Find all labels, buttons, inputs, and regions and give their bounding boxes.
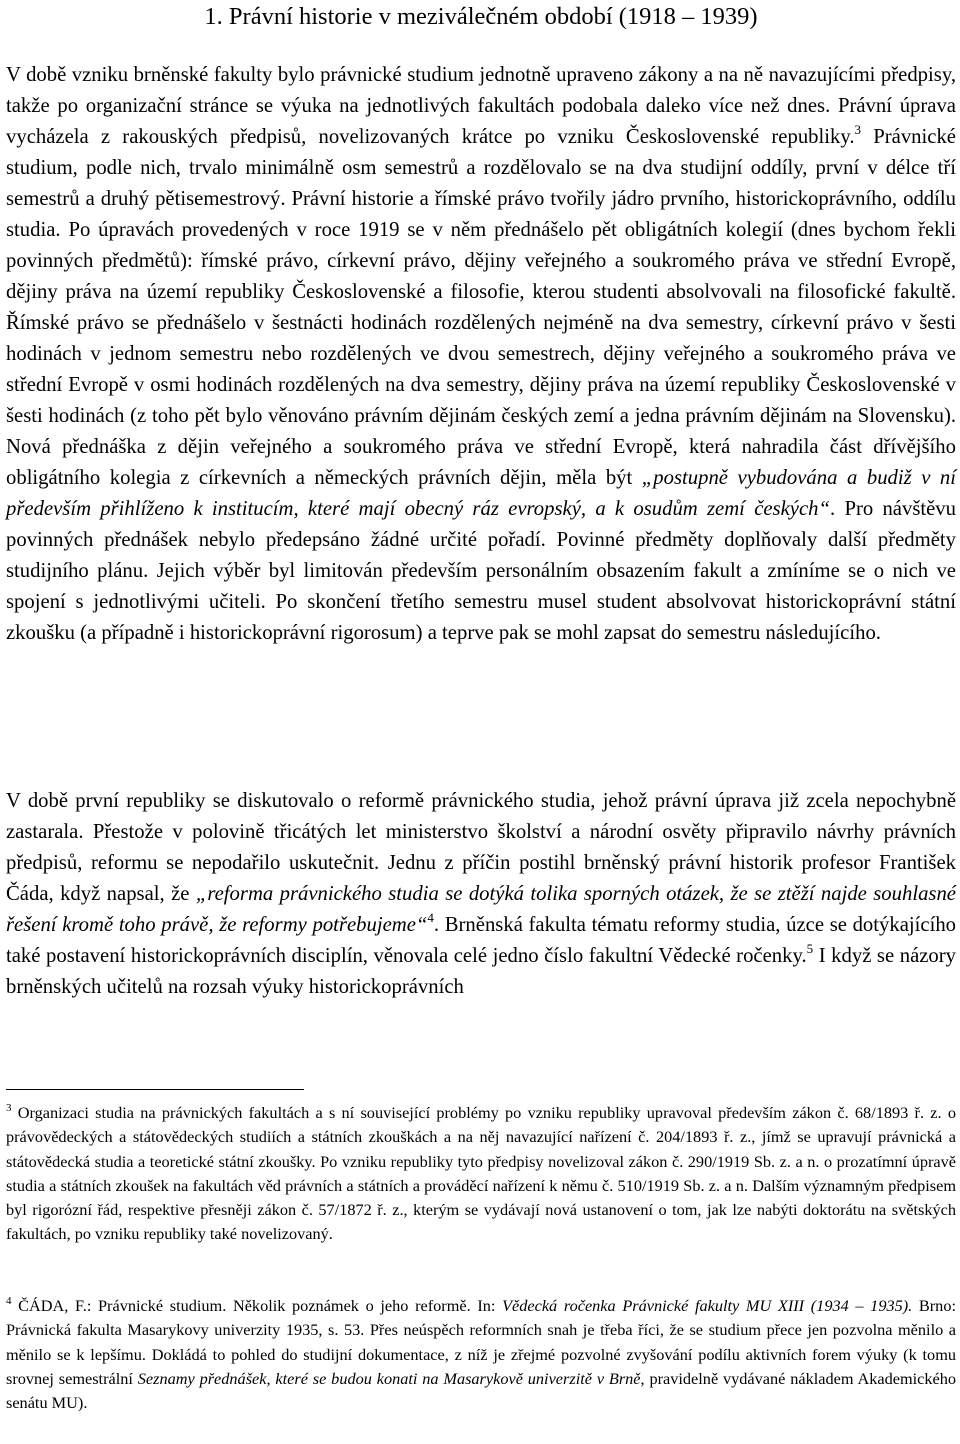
footnote-3 — [6, 1101, 956, 1247]
para1-quote: „postupně vybudována a budiž v ní především přihlíženo k institucím, které mají obecný ráz evropský, a k osudům zemí českých“ — [6, 467, 957, 520]
para2-text-b: . Brněnská fakulta tématu reformy studia, úzce se dotýkajícího také postavení historickoprávních disciplín, věnovala celé jedno číslo fakultní Vědecké ročenky. — [6, 914, 957, 967]
para2-text-a: V době první republiky se diskutovalo o reformě právnického studia, jehož právní úprava již zcela nepochybně zastarala. Přestože v polovině třicátých let ministerstvo školství a národní osvěty připravilo návrhy právních předpisů, reformu se nepodařilo uskutečnit. Jednu z příčin postihl brněnský právní historik profesor František Čáda, když napsal, že — [6, 790, 956, 905]
footnote-4-source-title: Seznamy přednášek, které se budou konati na Masarykově univerzitě v Brně — [137, 1368, 641, 1388]
footnote-4-citation-title: Vědecká ročenka Právnické fakulty MU XIII (1934 – 1935). — [502, 1296, 913, 1315]
footnote-number-4: 4 — [6, 1295, 12, 1307]
footnote-ref-3[interactable]: 3 — [854, 122, 862, 137]
footnote-4-text-c: , pravidelně vydávané nákladem Akademického senátu MU). — [6, 1368, 957, 1413]
footnote-separator — [6, 1089, 304, 1090]
document-page — [6, 0, 957, 1413]
footnote-4-text-b: Brno: Právnická fakulta Masarykovy univerzity 1935, s. 53. Přes neúspěch reformních snah je třeba říci, že se studium přece jen pozvolna měnilo a měnilo se k lepšímu. Dokládá to pohled do studijní dokumentace, z níž je zřejmé pozvolné zvyšování podílu aktivních forem výuky (k tomu srovnej semestrální — [6, 1296, 956, 1388]
para2-quote: „reforma právnického studia se dotýká tolika sporných otázek, že se ztěží najde souhlasné řešení kromě toho právě, že reformy potřebujeme“ — [6, 883, 956, 936]
footnote-ref-4[interactable]: 4 — [427, 910, 434, 925]
section-heading: 1. Právní historie v meziválečném období (1918 – 1939) — [204, 3, 758, 30]
body-paragraph-2 — [6, 786, 956, 1003]
footnote-number-3: 3 — [6, 1102, 12, 1114]
para2-text-c: I když se názory brněnských učitelů na rozsah výuky historickoprávních — [6, 945, 957, 998]
footnote-4 — [6, 1294, 956, 1415]
para1-text-a: V době vzniku brněnské fakulty bylo právnické studium jednotně upraveno zákony a na ně navazujícími předpisy, takže po organizační stránce se výuka na jednotlivých fakultách podobala daleko více než dnes. Právní úprava vycházela z rakouských předpisů, novelizovaných krátce po vzniku Československé republiky. — [6, 64, 956, 148]
footnote-3-text: Organizaci studia na právnických fakultách a s ní související problémy po vzniku republiky upravoval především zákon č. 68/1893 ř. z. o právovědeckých a státovědeckých studiích a státních zkouškách a na něj navazující nařízení č. 204/1893 ř. z., jímž se upravují právnická a státovědecká studia a teoretické státní zkoušky. Po vzniku republiky tyto předpisy novelizoval zákon č. 290/1919 Sb. z. a n. o prozatímní úpravě studia a státních zkoušek na fakultách věd právních a státních a prováděcí nařízení k němu č. 510/1919 Sb. z. a n. Dalším významným předpisem byl rigorózní řád, respektive přesněji zákon č. 57/1872 ř. z., kterým se vydávají nová ustanovení o tom, jak lze nabýti doktorátu na světských fakultách, po vzniku republiky také novelizovaný. — [6, 1103, 956, 1244]
body-paragraph-1 — [6, 60, 956, 649]
footnote-ref-5[interactable]: 5 — [806, 941, 814, 956]
para1-text-b: Právnické studium, podle nich, trvalo minimálně osm semestrů a rozdělovalo se na dva studijní oddíly, první v délce tří semestrů a druhý pětisemestrový. Právní historie a římské právo tvořily jádro prvního, historickoprávního, oddílu studia. Po úpravách provedených v roce 1919 se v něm přednášelo pět obligátních kolegií (dnes bychom řekli povinných předmětů): římské právo, církevní právo, dějiny veřejného a soukromého práva ve střední Evropě, dějiny práva na území republiky Československé a filosofie, kterou studenti absolvovali na filosofické fakultě. Římské právo se přednášelo v šestnácti hodinách rozdělených nejméně na dva semestry, církevní právo v šesti hodinách v jednom semestru nebo rozdělených ve dvou semestrech, dějiny veřejného a soukromého práva ve střední Evropě v osmi hodinách rozdělených na dva semestry, dějiny práva na území republiky Československé v šesti hodinách (z toho pět bylo věnováno právním dějinám českých zemí a jedna právním dějinám na Slovensku). Nová přednáška z dějin veřejného a soukromého práva ve střední Evropě, která nahradila část dřívějšího obligátního kolegia z církevních a německých právních dějin, měla být — [6, 126, 956, 489]
footnote-4-text-a: ČÁDA, F.: Právnické studium. Několik poznámek o jeho reformě. In: — [11, 1296, 503, 1315]
para1-text-c: . Pro návštěvu povinných přednášek nebylo předepsáno žádné určité pořadí. Povinné předměty doplňovaly další předměty studijního plánu. Jejich výběr byl limitován především personálním obsazením fakult a zmíníme se o nich ve spojení s jednotlivými učiteli. Po skončení třetího semestru musel student absolvovat historickoprávní státní zkoušku (a případně i historickoprávní rigorosum) a teprve pak se mohl zapsat do semestru následujícího. — [6, 498, 956, 644]
